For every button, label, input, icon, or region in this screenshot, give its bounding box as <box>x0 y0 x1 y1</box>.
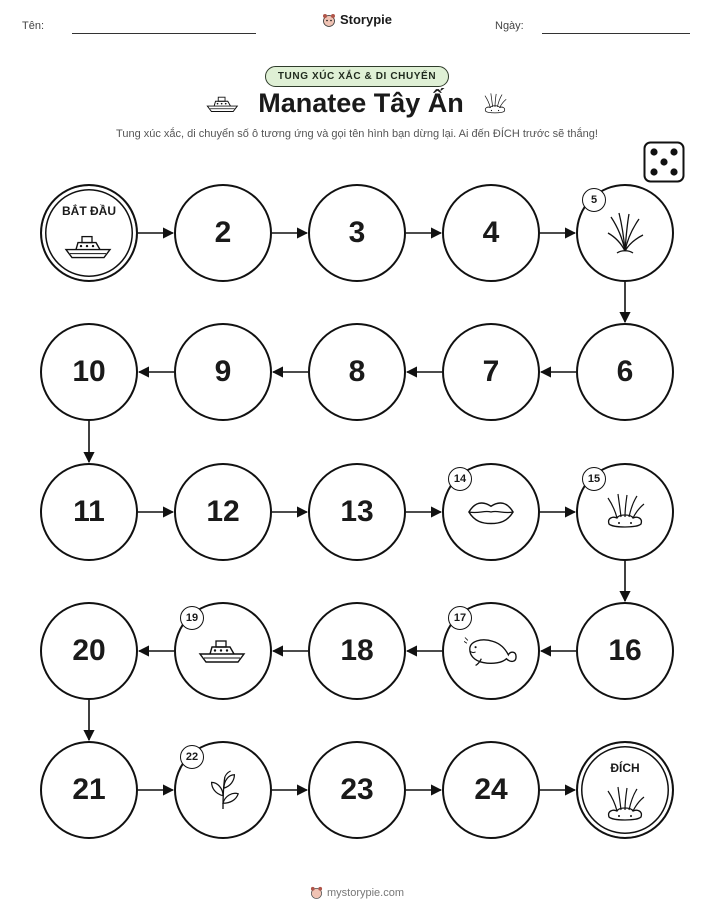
board-space-4[interactable] <box>442 184 540 282</box>
space-number: 18 <box>340 634 374 667</box>
space-number-badge: 15 <box>582 467 606 491</box>
space-number: 7 <box>482 355 500 388</box>
space-number: 9 <box>214 355 232 388</box>
board-space-2[interactable] <box>174 184 272 282</box>
board-space-20[interactable] <box>40 602 138 700</box>
boat-icon <box>64 234 114 260</box>
space-number: 11 <box>73 495 105 528</box>
board-space-18[interactable] <box>308 602 406 700</box>
space-number: 10 <box>72 355 106 388</box>
space-number: 24 <box>474 773 508 806</box>
space-number: 13 <box>340 495 374 528</box>
footer <box>0 886 714 902</box>
seagrass-icon <box>605 211 645 255</box>
seagrass-clump-icon <box>603 785 647 825</box>
name-field-line[interactable] <box>72 33 256 34</box>
board-space-24[interactable] <box>442 741 540 839</box>
storypie-logo-icon <box>322 13 336 27</box>
seagrass-clump-icon <box>603 492 647 532</box>
brand-name: Storypie <box>339 12 392 27</box>
space-label: ĐÍCH <box>610 761 640 775</box>
board-space-9[interactable] <box>174 323 272 421</box>
space-number: 21 <box>72 773 106 806</box>
activity-badge: TUNG XÚC XẮC & DI CHUYỂN <box>265 66 449 87</box>
board-space-16[interactable] <box>576 602 674 700</box>
space-number: 4 <box>482 216 500 249</box>
board-space-3[interactable] <box>308 184 406 282</box>
plant-sprig-icon <box>204 769 242 811</box>
space-label: BẮT ĐẦU <box>62 204 116 218</box>
brand-logo <box>0 12 714 32</box>
page-title: Manatee Tây Ấn <box>258 88 464 118</box>
finish-space[interactable] <box>576 741 674 839</box>
board-space-23[interactable] <box>308 741 406 839</box>
board-space-21[interactable] <box>40 741 138 839</box>
space-number: 2 <box>214 216 232 249</box>
start-space[interactable] <box>40 184 138 282</box>
space-number-badge: 5 <box>582 188 606 212</box>
board-space-6[interactable] <box>576 323 674 421</box>
space-number-badge: 22 <box>180 745 204 769</box>
date-label: Ngày: <box>495 20 524 32</box>
storypie-logo-icon <box>310 886 323 899</box>
board-space-10[interactable] <box>40 323 138 421</box>
lips-icon <box>467 499 515 526</box>
space-number: 20 <box>72 634 106 667</box>
board-space-13[interactable] <box>308 463 406 561</box>
board-space-8[interactable] <box>308 323 406 421</box>
board-space-11[interactable] <box>40 463 138 561</box>
boat-icon <box>198 638 248 664</box>
seagrass-clump-icon <box>482 91 508 117</box>
instructions-text: Tung xúc xắc, di chuyển số ô tương ứng và gọi tên hình bạn dừng lại. Ai đến ĐÍCH trước sẽ thắng! <box>116 128 598 140</box>
space-number-badge: 19 <box>180 606 204 630</box>
footer-site[interactable]: mystorypie.com <box>326 886 405 899</box>
space-number: 12 <box>206 495 240 528</box>
board-space-12[interactable] <box>174 463 272 561</box>
space-number-badge: 14 <box>448 467 472 491</box>
boat-icon <box>206 95 240 113</box>
date-field-line[interactable] <box>542 33 690 34</box>
board-space-7[interactable] <box>442 323 540 421</box>
space-number: 16 <box>608 634 642 667</box>
space-number: 3 <box>348 216 366 249</box>
space-number: 8 <box>348 355 366 388</box>
space-number-badge: 17 <box>448 606 472 630</box>
space-number: 23 <box>340 773 374 806</box>
name-label: Tên: <box>22 20 45 32</box>
manatee-icon <box>464 634 518 669</box>
space-number: 6 <box>616 355 634 388</box>
dice-five-icon[interactable] <box>643 141 685 183</box>
